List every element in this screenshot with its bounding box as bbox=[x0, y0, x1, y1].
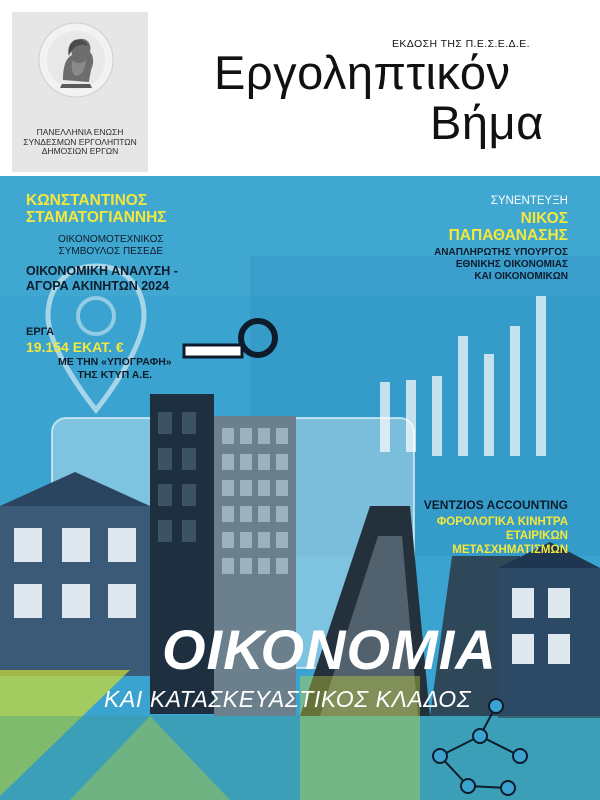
logo-caption-line: ΔΗΜΟΣΙΩΝ ΕΡΓΩΝ bbox=[41, 146, 119, 157]
accounting-topic-line: ΦΟΡΟΛΟΓΙΚΑ ΚΙΝΗΤΡΑ bbox=[436, 516, 568, 528]
edition-note: ΕΚΔΟΣΗ ΤΗΣ Π.Ε.Σ.Ε.Δ.Ε. bbox=[392, 38, 530, 50]
accounting-topic-line: ΕΤΑΙΡΙΚΩΝ bbox=[505, 530, 568, 542]
interview-role-line: ΑΝΑΠΛΗΡΩΤΗΣ ΥΠΟΥΡΓΟΣ bbox=[434, 247, 568, 258]
left-feature-topic-line: ΑΓΟΡΑ ΑΚΙΝΗΤΩΝ 2024 bbox=[26, 279, 170, 293]
interview-kicker: ΣΥΝΕΝΤΕΥΞΗ bbox=[490, 195, 568, 207]
left-feature-role-line: ΣΥΜΒΟΥΛΟΣ ΠΕΣΕΔΕ bbox=[58, 246, 164, 257]
magazine-title-line2: Βήμα bbox=[430, 96, 544, 149]
left-feature-name bbox=[26, 192, 167, 226]
cover-subheadline: ΚΑΙ ΚΑΤΑΣΚΕΥΑΣΤΙΚΟΣ ΚΛΑΔΟΣ bbox=[104, 686, 472, 712]
house-right bbox=[498, 542, 600, 718]
cover-headline: ΟΙΚΟΝΟΜΙΑ bbox=[162, 618, 497, 681]
left-feature-topic bbox=[26, 264, 178, 294]
erga-detail-line: ΤΗΣ ΚΤΥΠ Α.Ε. bbox=[77, 369, 153, 381]
interview-role-line: ΕΘΝΙΚΗΣ ΟΙΚΟΝΟΜΙΑΣ bbox=[455, 259, 568, 270]
erga-amount: 19.154 ΕΚΑΤ. € bbox=[26, 339, 124, 355]
masthead bbox=[0, 0, 600, 176]
logo-caption bbox=[12, 128, 148, 157]
erga-detail bbox=[58, 356, 172, 382]
interview-name-line: ΠΑΠΑΘΑΝΑΣΗΣ bbox=[448, 227, 568, 244]
accounting-topic-line: ΜΕΤΑΣΧΗΜΑΤΙΣΜΩΝ bbox=[452, 544, 568, 556]
erga-detail-line: ΜΕ ΤΗΝ «ΥΠΟΓΡΑΦΗ» bbox=[58, 356, 172, 368]
cover-artwork bbox=[0, 176, 600, 800]
left-feature-role-line: ΟΙΚΟΝΟΜΟΤΕΧΝΙΚΟΣ bbox=[58, 234, 164, 245]
logo-caption-line: ΠΑΝΕΛΛΗΝΙΑ ΕΝΩΣΗ bbox=[36, 127, 124, 137]
accounting-source: VENTZIOS ACCOUNTING bbox=[423, 498, 568, 512]
interview-name-line: ΝΙΚΟΣ bbox=[520, 210, 568, 227]
accounting-topic bbox=[437, 515, 568, 557]
left-feature-name-line: ΣΤΑΜΑΤΟΓΙΑΝΝΗΣ bbox=[26, 209, 167, 226]
left-feature-name-line: ΚΩΝΣΤΑΝΤΙΝΟΣ bbox=[26, 192, 148, 209]
interview-role bbox=[434, 247, 568, 283]
erga-kicker: ΕΡΓΑ bbox=[26, 326, 55, 338]
logo-caption-line: ΣΥΝΔΕΣΜΩΝ ΕΡΓΟΛΗΠΤΩΝ bbox=[23, 136, 137, 147]
seal-icon bbox=[36, 20, 116, 100]
interview-name bbox=[449, 210, 568, 244]
house-left bbox=[0, 472, 150, 676]
left-feature-role bbox=[58, 234, 164, 258]
left-feature-topic-line: ΟΙΚΟΝΟΜΙΚΗ ΑΝΑΛΥΣΗ - bbox=[26, 264, 178, 278]
interview-role-line: ΚΑΙ ΟΙΚΟΝΟΜΙΚΩΝ bbox=[474, 271, 568, 282]
magazine-title-line1: Εργοληπτικόν bbox=[214, 46, 511, 99]
